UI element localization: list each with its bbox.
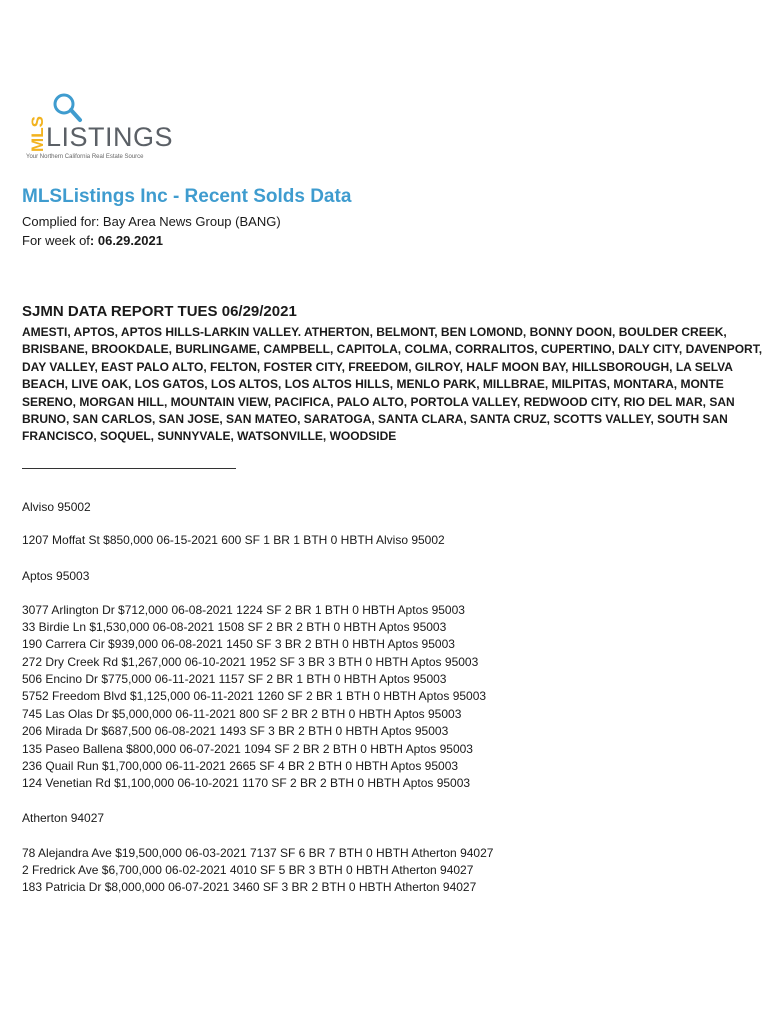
- week-label: For week of: [22, 233, 90, 248]
- listing-row: 5752 Freedom Blvd $1,125,000 06-11-2021 1260 SF 2 BR 1 BTH 0 HBTH Aptos 95003: [22, 689, 487, 703]
- listing-row: 272 Dry Creek Rd $1,267,000 06-10-2021 1952 SF 3 BR 3 BTH 0 HBTH Aptos 95003: [22, 655, 479, 669]
- listing-row: 135 Paseo Ballena $800,000 06-07-2021 1094 SF 2 BR 2 BTH 0 HBTH Aptos 95003: [22, 742, 473, 756]
- listing-row: 2 Fredrick Ave $6,700,000 06-02-2021 4010 SF 5 BR 3 BTH 0 HBTH Atherton 94027: [22, 863, 474, 877]
- week-line: [22, 233, 163, 248]
- report-title: MLSListings Inc - Recent Solds Data: [22, 186, 352, 207]
- listing-row: 1207 Moffat St $850,000 06-15-2021 600 SF 1 BR 1 BTH 0 HBTH Alviso 95002: [22, 533, 445, 547]
- listing-row: 124 Venetian Rd $1,100,000 06-10-2021 1170 SF 2 BR 2 BTH 0 HBTH Aptos 95003: [22, 776, 471, 790]
- mlslistings-logo: MLS LISTINGS Your Northern California Real Estate Source: [24, 92, 164, 172]
- section-heading-aptos: Aptos 95003: [22, 569, 90, 583]
- logo-listings-text: LISTINGS: [46, 122, 174, 152]
- listing-row: 206 Mirada Dr $687,500 06-08-2021 1493 SF 3 BR 2 BTH 0 HBTH Aptos 95003: [22, 724, 449, 738]
- logo-tagline: Your Northern California Real Estate Source: [26, 154, 144, 160]
- week-value: : 06.29.2021: [89, 233, 163, 248]
- listing-row: 3077 Arlington Dr $712,000 06-08-2021 1224 SF 2 BR 1 BTH 0 HBTH Aptos 95003: [22, 603, 465, 617]
- section-heading-atherton: Atherton 94027: [22, 811, 105, 825]
- listing-row: 183 Patricia Dr $8,000,000 06-07-2021 3460 SF 3 BR 2 BTH 0 HBTH Atherton 94027: [22, 880, 477, 894]
- divider-rule: [22, 468, 236, 469]
- listing-row: 236 Quail Run $1,700,000 06-11-2021 2665 SF 4 BR 2 BTH 0 HBTH Aptos 95003: [22, 759, 459, 773]
- listing-row: 33 Birdie Ln $1,530,000 06-08-2021 1508 SF 2 BR 2 BTH 0 HBTH Aptos 95003: [22, 620, 447, 634]
- report-heading: SJMN DATA REPORT TUES 06/29/2021: [22, 303, 297, 320]
- city-list: AMESTI, APTOS, APTOS HILLS-LARKIN VALLEY. ATHERTON, BELMONT, BEN LOMOND, BONNY DOON, BOULDER CREEK, BRISBANE, BROOKDALE, BURLINGAME, CAMPBELL, CAPITOLA, COLMA, CORRALITOS, CUPERTINO, DALY CITY, DAVENPORT, DAY VALLEY, EAST PALO ALTO, FELTON, FOSTER CITY, FREEDOM, GILROY, HALF MOON BAY, HILLSBOROUGH, LA SELVA BEACH, LIVE OAK, LOS GATOS, LOS ALTOS, LOS ALTOS HILLS, MENLO PARK, MILLBRAE, MILPITAS, MONTARA, MONTE SERENO, MORGAN HILL, MOUNTAIN VIEW, PACIFICA, PALO ALTO, PORTOLA VALLEY, REDWOOD CITY, RIO DEL MAR, SAN BRUNO, SAN CARLOS, SAN JOSE, SAN MATEO, SARATOGA, SANTA CLARA, SANTA CRUZ, SCOTTS VALLEY, SOUTH SAN FRANCISCO, SOQUEL, SUNNYVALE, WATSONVILLE, WOODSIDE: [22, 325, 763, 444]
- listing-row: 190 Carrera Cir $939,000 06-08-2021 1450 SF 3 BR 2 BTH 0 HBTH Aptos 95003: [22, 637, 455, 651]
- listing-row: 506 Encino Dr $775,000 06-11-2021 1157 SF 2 BR 1 BTH 0 HBTH Aptos 95003: [22, 672, 447, 686]
- listing-row: 745 Las Olas Dr $5,000,000 06-11-2021 800 SF 2 BR 2 BTH 0 HBTH Aptos 95003: [22, 707, 462, 721]
- listing-row: 78 Alejandra Ave $19,500,000 06-03-2021 7137 SF 6 BR 7 BTH 0 HBTH Atherton 94027: [22, 846, 494, 860]
- section-heading-alviso: Alviso 95002: [22, 500, 91, 514]
- compiled-for-line: Complied for: Bay Area News Group (BANG): [22, 214, 281, 229]
